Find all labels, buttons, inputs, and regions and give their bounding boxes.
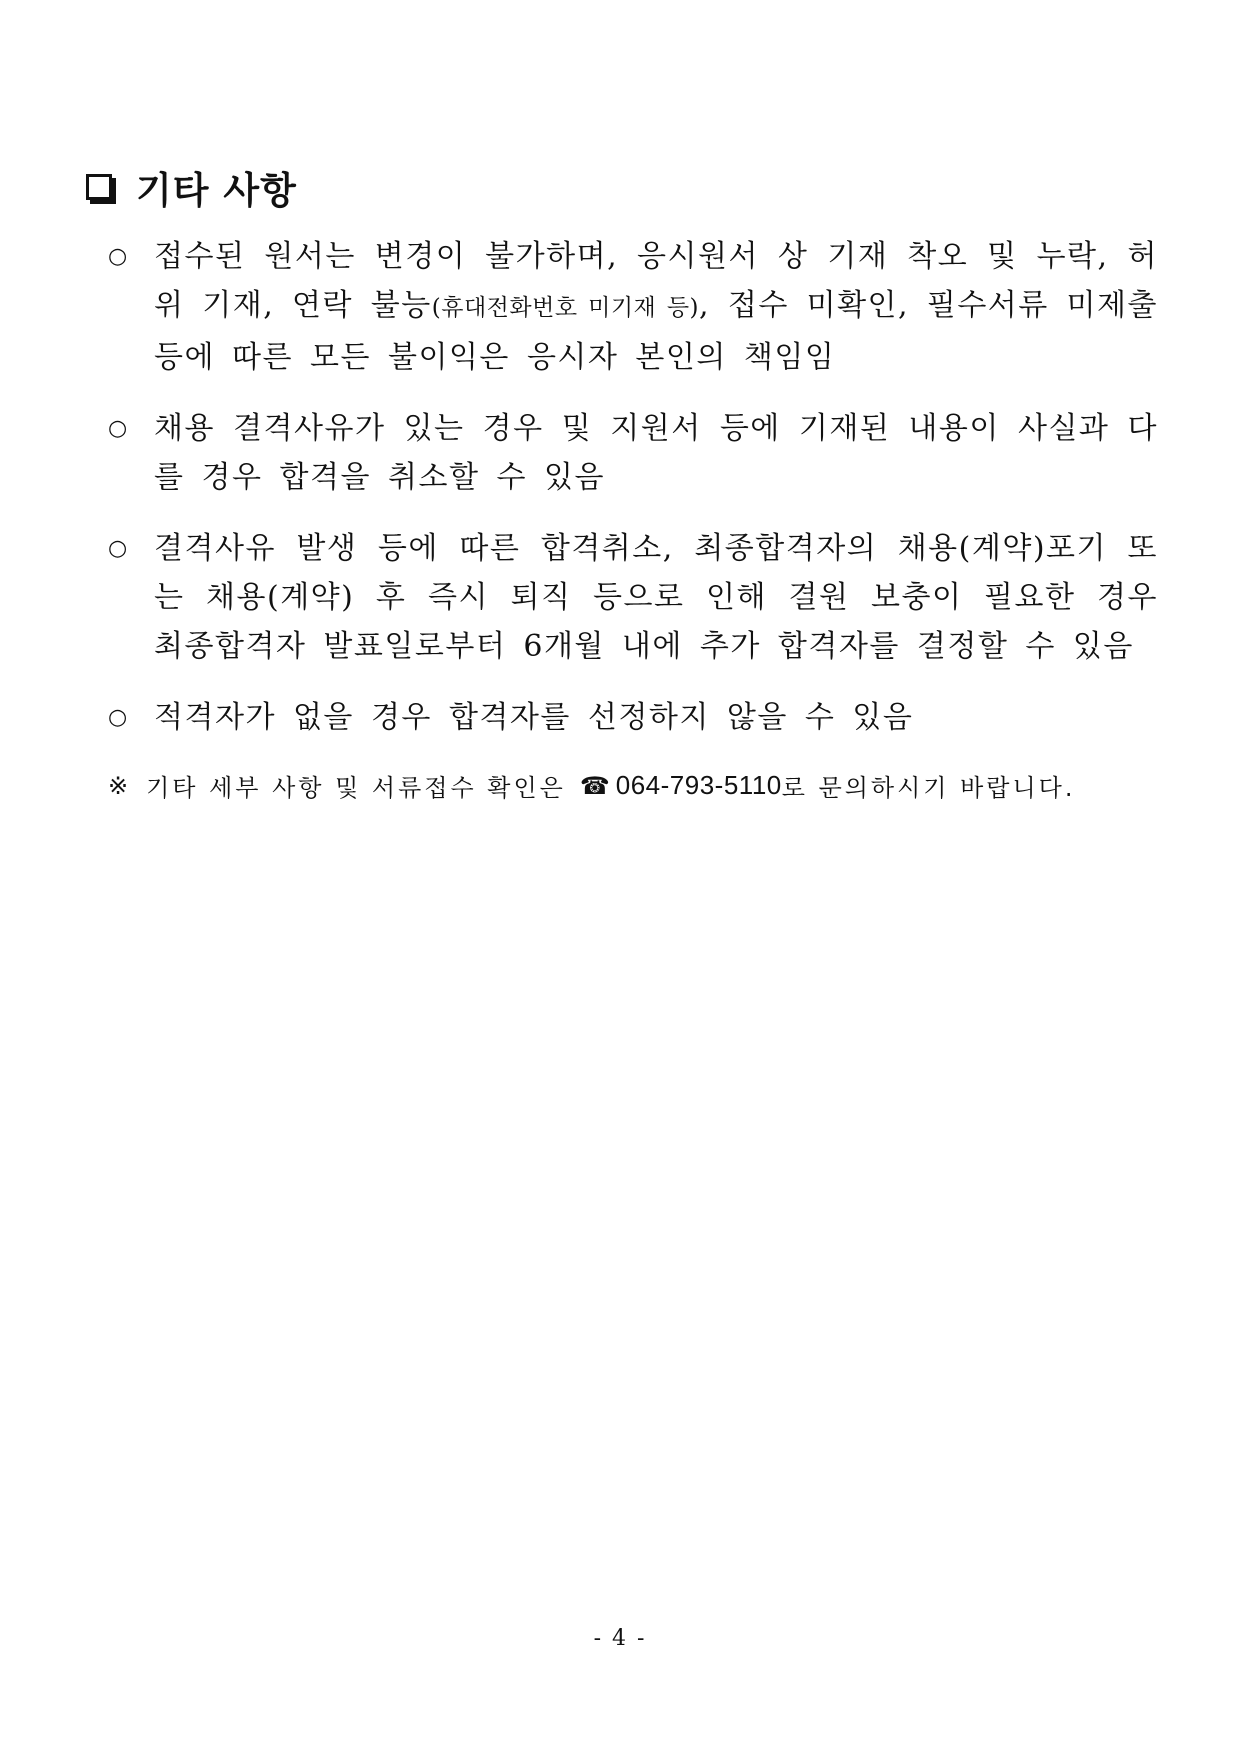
note-text: 기타 세부 사항 및 서류접수 확인은 — [146, 774, 566, 802]
bullet-icon: ○ — [108, 705, 129, 730]
phone-number: 064-793-5110 — [615, 770, 782, 800]
phone-icon: ☎ — [579, 771, 610, 800]
notice-list — [108, 232, 1158, 764]
item-text: 적격자가 없을 경우 합격자를 선정하지 않을 수 있음 — [154, 700, 914, 735]
note-text-end: 로 문의하시기 바랍니다. — [781, 774, 1076, 802]
list-item — [108, 404, 1158, 502]
item-text: 결격사유 발생 등에 따른 합격취소, 최종합격자의 채용(계약)포기 또는 채용(계약) 후 즉시 퇴직 등으로 인해 결원 보충이 필요한 경우 최종합격자 발표일로부터 6개월 내에 추가 합격자를 결정할 수 있음 — [154, 531, 1158, 664]
item-text: 채용 결격사유가 있는 경우 및 지원서 등에 기재된 내용이 사실과 다를 경우 합격을 취소할 수 있음 — [154, 411, 1158, 495]
contact-note — [108, 768, 1075, 803]
item-text: , 접수 미확인, 필수서류 미제출 등에 따른 모든 불이익은 응시자 본인의 책임임 — [154, 288, 1158, 375]
section-title-text: 기타 사항 — [136, 169, 297, 212]
item-text: 접수된 원서는 변경이 불가하며, 응시원서 상 기재 착오 및 누락, 허위 기재, 연락 불능 — [154, 239, 1158, 323]
bullet-icon: ○ — [108, 536, 129, 561]
list-item — [108, 524, 1158, 671]
section-title — [86, 160, 297, 214]
checkbox-icon — [86, 174, 112, 200]
page-number: - 4 - — [593, 1626, 647, 1651]
bullet-icon: ○ — [108, 244, 129, 269]
list-item — [108, 693, 1158, 742]
item-text-small: (휴대전화번호 미기재 등) — [431, 295, 700, 321]
list-item — [108, 232, 1158, 382]
bullet-icon: ○ — [108, 416, 129, 441]
reference-mark: ※ — [108, 771, 129, 800]
